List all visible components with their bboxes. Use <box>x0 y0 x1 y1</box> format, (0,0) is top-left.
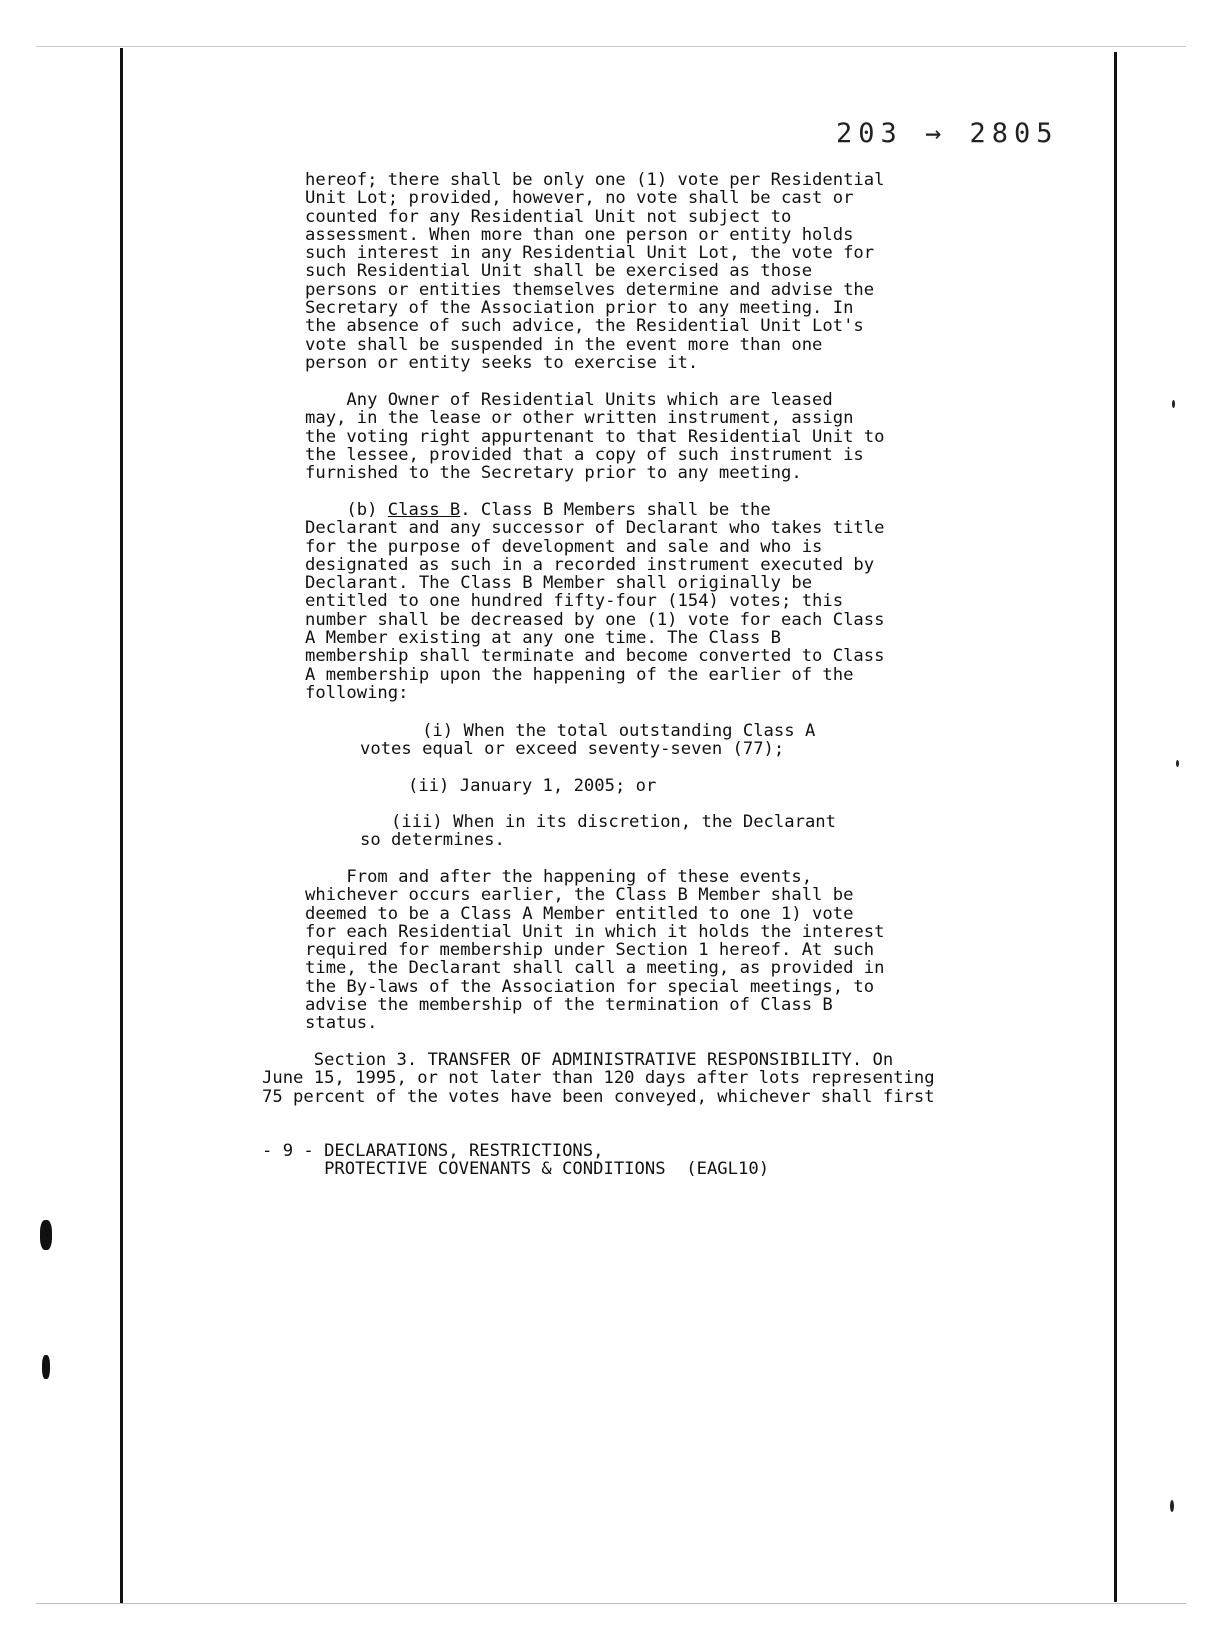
scan-smudge <box>40 1220 52 1250</box>
paragraph-leased-units: Any Owner of Residential Units which are leased may, in the lease or other written instrument, assign the voting right appurtenant to that Residential Unit to the lessee, provided that a copy of such instrument is furnished to the Secretary prior to any meeting. <box>305 390 885 484</box>
scan-speck <box>1176 760 1179 767</box>
page-footer: - 9 - DECLARATIONS, RESTRICTIONS, PROTECTIVE COVENANTS & CONDITIONS (EAGL10) <box>262 1141 770 1180</box>
list-item-ii: (ii) January 1, 2005; or <box>408 776 657 796</box>
class-b-heading: Class B <box>387 500 461 520</box>
right-margin-rule <box>1114 52 1117 1602</box>
left-margin-rule <box>120 48 123 1603</box>
section-3-paragraph: Section 3. TRANSFER OF ADMINISTRATIVE RESPONSIBILITY. On June 15, 1995, or not later than 120 days after lots representing 75 percent of the votes have been conveyed, whichever shall first <box>262 1050 935 1107</box>
paragraph-voting: hereof; there shall be only one (1) vote per Residential Unit Lot; provided, however, no vote shall be cast or counted for any Residential Unit not subject to assessment. When more than one person or entity holds such interest in any Residential Unit Lot, the vote for such Residential Unit shall be exercised as those persons or entities themselves determine and advise the Secretary of the Association prior to any meeting. In the absence of such advice, the Residential Unit Lot's vote shall be suspended in the event more than one person or entity seeks to exercise it. <box>305 170 885 373</box>
scan-speck <box>1170 1500 1174 1512</box>
list-item-i: (i) When the total outstanding Class A votes equal or exceed seventy-seven (77); <box>360 721 816 760</box>
scan-bottom-edge <box>36 1603 1186 1604</box>
scan-smudge <box>42 1355 50 1379</box>
list-item-iii: (iii) When in its discretion, the Declarant so determines. <box>360 812 836 851</box>
paragraph-from-and-after: From and after the happening of these events, whichever occurs earlier, the Class B Member shall be deemed to be a Class A Member entitled to one 1) vote for each Residential Unit in which it holds the interest required for membership under Section 1 hereof. At such time, the Declarant shall call a meeting, as provided in the By-laws of the Association for special meetings, to advise the membership of the termination of Class B status. <box>305 867 885 1034</box>
scan-speck <box>1172 400 1175 408</box>
paragraph-class-b: (b) Class B. Class B Members shall be the Declarant and any successor of Declarant who takes title for the purpose of development and sale and who is designated as such in a recorded instrument executed by Declarant. The Class B Member shall originally be entitled to one hundred fifty-four (154) votes; this number shall be decreased by one (1) vote for each Class A Member existing at any one time. The Class B membership shall terminate and become converted to Class A membership upon the happening of the earlier of the following: <box>305 500 885 703</box>
scan-top-edge <box>36 46 1186 47</box>
page-number-stamp: 203 → 2805 <box>836 118 1059 149</box>
